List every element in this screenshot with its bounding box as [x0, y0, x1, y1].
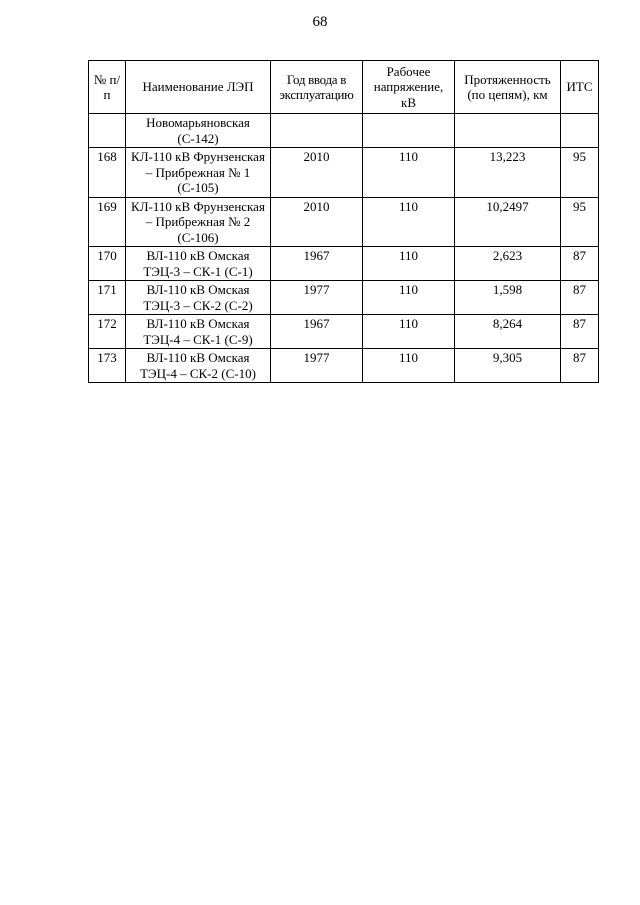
cell-year: 1967 [271, 315, 363, 349]
cell-length: 10,2497 [455, 197, 561, 247]
cell-line-name: ВЛ-110 кВ Омская ТЭЦ-3 – СК-1 (С-1) [126, 247, 271, 281]
cell-line-name: ВЛ-110 кВ Омская ТЭЦ-4 – СК-2 (С-10) [126, 349, 271, 383]
cell-line-name: КЛ-110 кВ Фрунзенская – Прибрежная № 1 (С-105) [126, 148, 271, 198]
table-row [89, 281, 599, 315]
table-row [89, 247, 599, 281]
cell-its: 87 [561, 247, 599, 281]
cell-length [455, 114, 561, 148]
cell-its: 87 [561, 349, 599, 383]
header-voltage: Рабочее напряжение, кВ [363, 61, 455, 114]
cell-length: 1,598 [455, 281, 561, 315]
cell-year: 1977 [271, 281, 363, 315]
table-row [89, 315, 599, 349]
cell-number: 173 [89, 349, 126, 383]
cell-year: 2010 [271, 197, 363, 247]
cell-its: 95 [561, 197, 599, 247]
cell-line-name: ВЛ-110 кВ Омская ТЭЦ-4 – СК-1 (С-9) [126, 315, 271, 349]
cell-its: 95 [561, 148, 599, 198]
cell-its: 87 [561, 315, 599, 349]
cell-number: 172 [89, 315, 126, 349]
cell-length: 9,305 [455, 349, 561, 383]
cell-its: 87 [561, 281, 599, 315]
table-row [89, 114, 599, 148]
page-number: 68 [312, 14, 328, 30]
cell-length: 8,264 [455, 315, 561, 349]
cell-line-name: КЛ-110 кВ Фрунзенская – Прибрежная № 2 (С-106) [126, 197, 271, 247]
cell-number: 169 [89, 197, 126, 247]
header-commission-year-line2: эксплуатацию [279, 87, 354, 102]
cell-year: 1977 [271, 349, 363, 383]
table-row [89, 349, 599, 383]
table-row [89, 148, 599, 198]
cell-length: 2,623 [455, 247, 561, 281]
power-lines-table [88, 60, 599, 383]
header-length: Протяженность (по цепям), км [455, 61, 561, 114]
cell-voltage: 110 [363, 148, 455, 198]
cell-number [89, 114, 126, 148]
table-row [89, 197, 599, 247]
table-header-row [89, 61, 599, 114]
cell-line-name: ВЛ-110 кВ Омская ТЭЦ-3 – СК-2 (С-2) [126, 281, 271, 315]
cell-voltage: 110 [363, 315, 455, 349]
cell-voltage [363, 114, 455, 148]
cell-number: 170 [89, 247, 126, 281]
cell-number: 168 [89, 148, 126, 198]
header-number: № п/п [89, 61, 126, 114]
header-commission-year-line1: Год ввода в [286, 71, 347, 87]
cell-voltage: 110 [363, 197, 455, 247]
header-its: ИТС [561, 61, 599, 114]
cell-its [561, 114, 599, 148]
header-commission-year [271, 61, 363, 114]
cell-voltage: 110 [363, 247, 455, 281]
header-line-name: Наименование ЛЭП [126, 61, 271, 114]
cell-length: 13,223 [455, 148, 561, 198]
cell-voltage: 110 [363, 349, 455, 383]
cell-number: 171 [89, 281, 126, 315]
cell-year: 2010 [271, 148, 363, 198]
cell-year: 1967 [271, 247, 363, 281]
cell-line-name: Новомарьяновская (С-142) [126, 114, 271, 148]
cell-voltage: 110 [363, 281, 455, 315]
cell-year [271, 114, 363, 148]
